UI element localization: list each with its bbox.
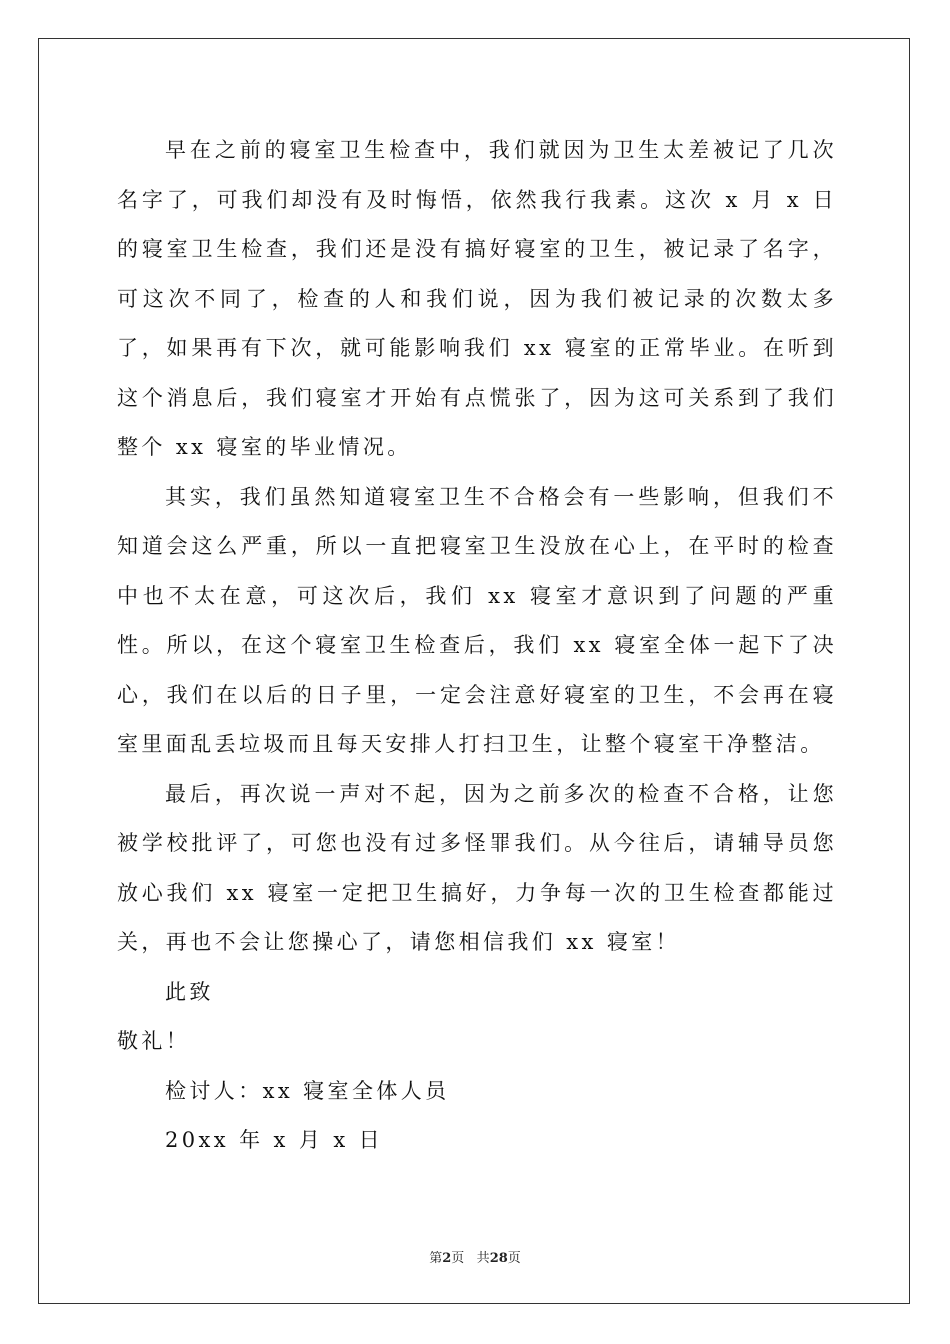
date-line: 20xx 年 x 月 x 日 [165,1128,384,1152]
page-label-prefix: 第 [429,1251,443,1266]
total-label-suffix: 页 [507,1251,521,1266]
paragraph-1: 早在之前的寝室卫生检查中，我们就因为卫生太差被记了几次名字了，可我们却没有及时悔悟，依然我行我素。这次 x 月 x 日的寝室卫生检查，我们还是没有搞好寝室的卫生，被记录了名字，可这次不同了，检查的人和我们说，因为我们被记录的次数太多了，如果再有下次，就可能影响我们 xx 寝室的正常毕业。在听到这个消息后，我们寝室才开始有点慌张了，因为这可关系到了我们整个 xx 寝室的毕业情况。 [117,138,837,459]
total-label-prefix: 共 [476,1251,490,1266]
page-number: 2 [442,1251,452,1266]
total-pages: 28 [489,1251,508,1266]
paragraph-2: 其实，我们虽然知道寝室卫生不合格会有一些影响，但我们不知道会这么严重，所以一直把寝室卫生没放在心上，在平时的检查中也不太在意，可这次后，我们 xx 寝室才意识到了问题的严重性。所以，在这个寝室卫生检查后，我们 xx 寝室全体一起下了决心，我们在以后的日子里，一定会注意好寝室的卫生，不会再在寝室里面乱丢垃圾而且每天安排人打扫卫生，让整个寝室干净整洁。 [117,484,837,756]
salutation-line: 敬礼！ [117,1029,191,1053]
document-body [117,126,837,1166]
page-footer [0,1247,950,1266]
signer-line: 检讨人：xx 寝室全体人员 [165,1078,450,1103]
page-label-suffix: 页 [451,1251,465,1266]
closing-line: 此致 [165,979,214,1004]
paragraph-3: 最后，再次说一声对不起，因为之前多次的检查不合格，让您被学校批评了，可您也没有过多怪罪我们。从今往后，请辅导员您放心我们 xx 寝室一定把卫生搞好，力争每一次的卫生检查都能过关，再也不会让您操心了，请您相信我们 xx 寝室！ [117,781,837,954]
